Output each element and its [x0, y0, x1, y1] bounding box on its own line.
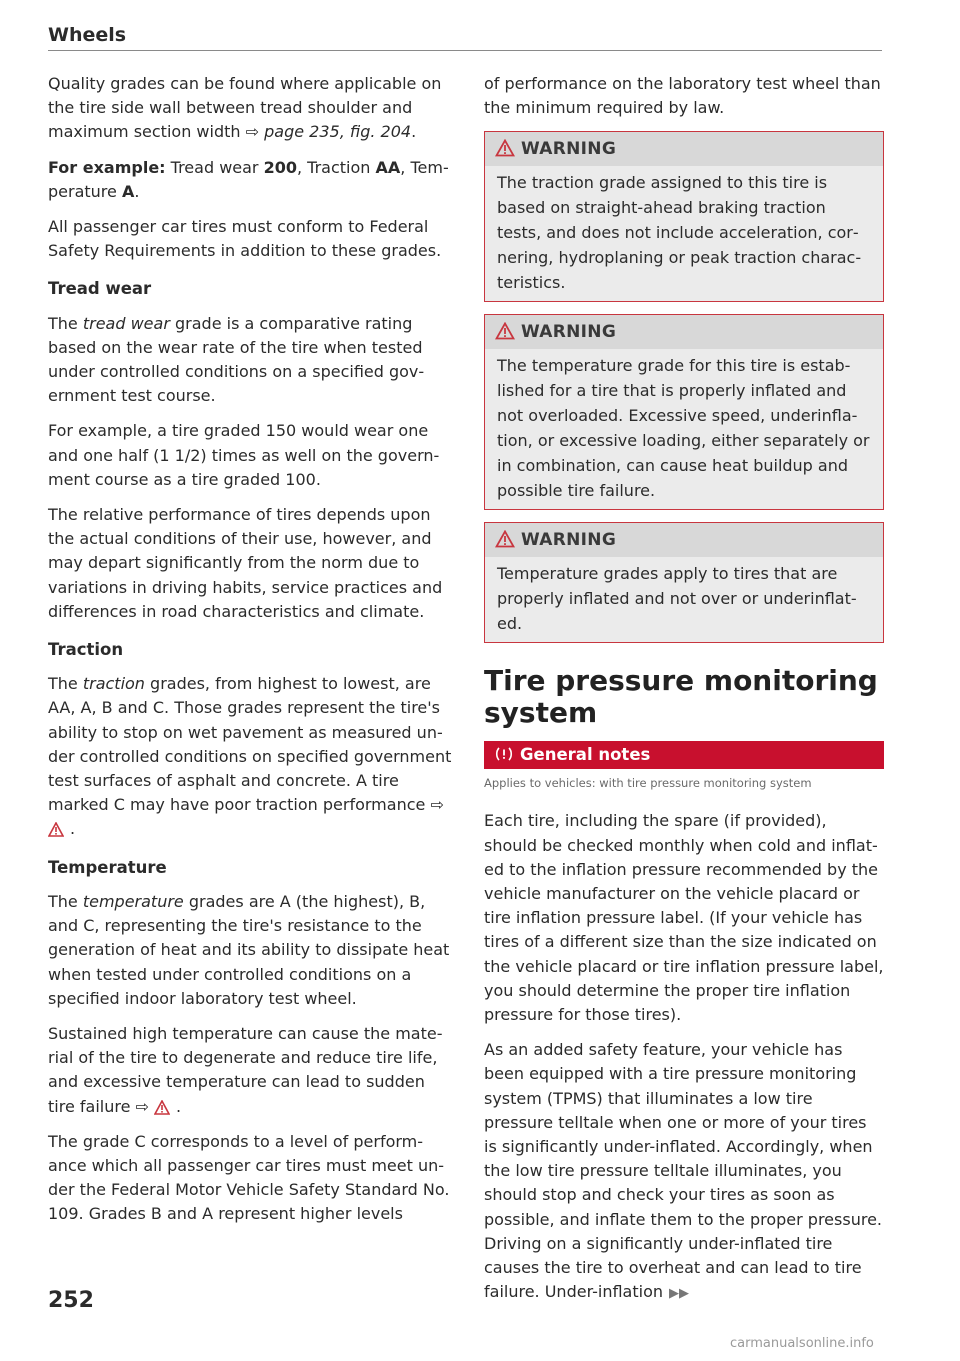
tread-wear-example-paragraph: For example, a tire graded 150 would wear one and one half (1 1/2) times as well on the government course as a tire graded 100. [48, 421, 440, 489]
tire-pressure-icon [494, 746, 514, 762]
warning-text: The traction grade assigned to this tire is based on straight-ahead braking traction tests, and does not include acceleration, cornering, hydroplaning or peak traction characteristics. [485, 166, 883, 301]
tread-wear-paragraph: The tread wear grade is a comparative rating based on the wear rate of the tire when tested under controlled conditions on a specified government test course. [48, 313, 425, 406]
temperature-heading: Temperature [48, 857, 167, 877]
high-temperature-paragraph: Sustained high temperature can cause the material of the tire to degenerate and reduce tire life, and excessive temperature can lead to sudden tire failure ⇨ . [48, 1023, 443, 1116]
warning-icon [495, 322, 515, 340]
warning-icon [48, 822, 64, 837]
warning-reference-link[interactable]: ⇨ [48, 795, 444, 838]
warning-icon [154, 1100, 170, 1115]
warning-header: WARNING [485, 315, 883, 349]
continued-paragraph: of performance on the laboratory test wheel than the minimum required by law. [484, 74, 881, 118]
tread-wear-heading: Tread wear [48, 279, 152, 299]
tpms-paragraph: As an added safety feature, your vehicle has been equipped with a tire pressure monitoring system (TPMS) that illuminates a low tire pressure telltale when one or more of your tires is significantly under-inflated. Accordingly, when the low tire pressure telltale illuminates, you should stop and check your tires as soon as possible, and inflate them to the proper pressure. Driving on a significantly under-inflated tire causes the tire to overheat and can lead to tire failure. Under-inflation ▶▶ [484, 1040, 882, 1302]
warning-icon [495, 139, 515, 157]
traction-heading: Traction [48, 640, 124, 660]
section-title: Tire pressure monitoring system [484, 664, 878, 730]
warning-reference-link[interactable]: ⇨ [136, 1097, 177, 1116]
warning-box [484, 131, 884, 302]
warning-icon [495, 530, 515, 548]
section-header: Wheels [48, 24, 127, 46]
warning-box [484, 314, 884, 510]
page-number: 252 [48, 1288, 94, 1313]
applies-to-note: Applies to vehicles: with tire pressure monitoring system [484, 776, 812, 791]
left-column [48, 72, 453, 1238]
quality-grades-paragraph: Quality grades can be found where applicable on the tire side wall between tread shoulder and maximum section width ⇨ page 235, fig. 204. [48, 74, 442, 142]
watermark: carmanualsonline.info [730, 1336, 874, 1351]
relative-performance-paragraph: The relative performance of tires depends upon the actual conditions of their use, however, and may depart significantly from the norm due to variations in driving habits, service practices and differences in road characteristics and climate. [48, 505, 443, 621]
right-column [484, 72, 884, 1317]
page-reference-link[interactable]: ⇨ page 235, fig. 204 [245, 122, 412, 142]
grade-c-paragraph: The grade C corresponds to a level of performance which all passenger car tires must meet under the Federal Motor Vehicle Safety Standard No. 109. Grades B and A represent higher levels [48, 1131, 450, 1224]
header-divider [48, 50, 882, 51]
warning-header: WARNING [485, 523, 883, 557]
example-paragraph: For example: Tread wear 200, Traction AA, Temperature A. [48, 157, 449, 201]
federal-requirements-paragraph: All passenger car tires must conform to Federal Safety Requirements in addition to these grades. [48, 217, 442, 261]
continued-arrow-icon: ▶▶ [669, 1286, 690, 1302]
warning-text: The temperature grade for this tire is established for a tire that is properly inflated and not overloaded. Excessive speed, underinflation, or excessive loading, either separately or in combination, can cause heat buildup and possible tire failure. [485, 349, 883, 509]
warning-box [484, 522, 884, 643]
temperature-paragraph: The temperature grades are A (the highest), B, and C, representing the tire's resistance to the generation of heat and its ability to dissipate heat when tested under controlled conditions on a specified indoor laboratory test wheel. [48, 891, 450, 1008]
warning-header: WARNING [485, 132, 883, 166]
monthly-check-paragraph: Each tire, including the spare (if provided), should be checked monthly when cold and inflated to the inflation pressure recommended by the vehicle manufacturer on the vehicle placard or tire inflation pressure label. (If your vehicle has tires of a different size than the size indicated on the vehicle placard or tire inflation pressure label, you should determine the proper tire inflation pressure for those tires). [484, 811, 884, 1025]
traction-paragraph: The traction grades, from highest to lowest, are AA, A, B and C. Those grades represent the tire's ability to stop on wet pavement as measured under controlled conditions on specified government test surfaces of asphalt and concrete. A tire marked C may have poor traction performance ⇨ . [48, 674, 452, 839]
general-notes-bar: General notes [484, 741, 884, 769]
warning-text: Temperature grades apply to tires that are properly inflated and not over or underinflated. [485, 557, 883, 642]
